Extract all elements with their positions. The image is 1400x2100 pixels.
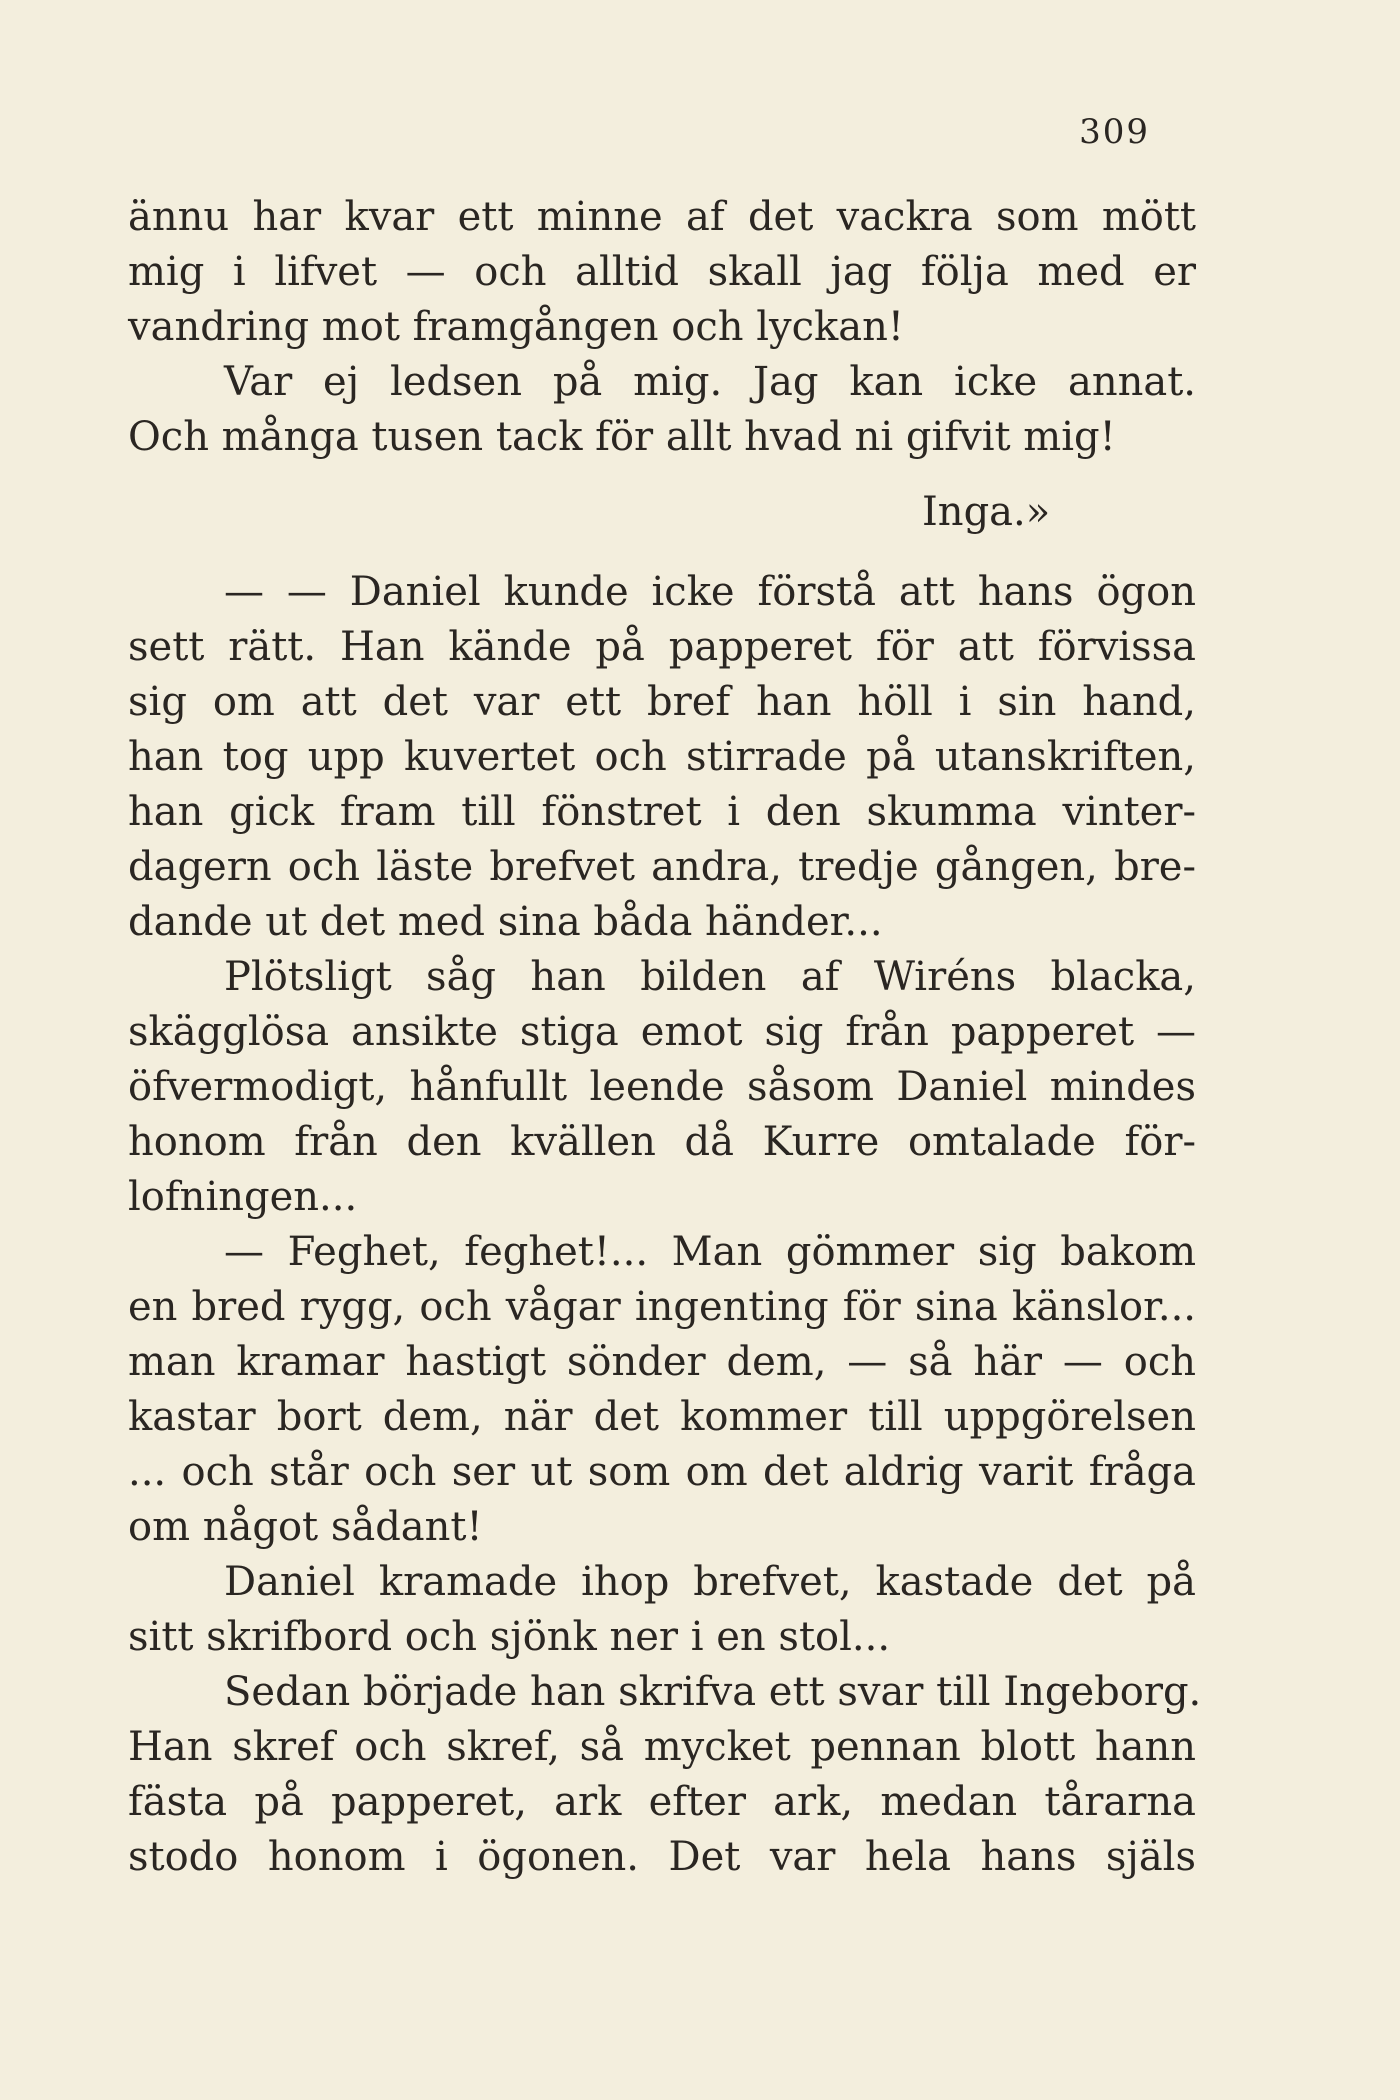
text-line: sitt skrifbord och sjönk ner i en stol... (128, 1614, 891, 1660)
text-line: om något sådant! (128, 1504, 483, 1550)
text-line: ännu har kvar ett minne af det vackra som mött (128, 194, 1196, 240)
text-line: — — Daniel kunde icke förstå att hans ögon (224, 569, 1196, 615)
narrative-text-block (128, 565, 1202, 1885)
text-line: ... och står och ser ut som om det aldrig varit fråga (128, 1449, 1196, 1495)
text-line: öfvermodigt, hånfullt leende såsom Daniel mindes (128, 1064, 1196, 1110)
text-line: Och många tusen tack för allt hvad ni gifvit mig! (128, 414, 1116, 460)
text-line: stodo honom i ögonen. Det var hela hans själs (128, 1834, 1196, 1880)
text-line: Daniel kramade ihop brefvet, kastade det på (224, 1559, 1196, 1605)
text-line: fästa på papperet, ark efter ark, medan tårarna (128, 1779, 1196, 1825)
text-line: — Feghet, feghet!... Man gömmer sig bakom (224, 1229, 1196, 1275)
text-line: vandring mot framgången och lyckan! (128, 304, 904, 350)
text-line: kastar bort dem, när det kommer till uppgörelsen (128, 1394, 1196, 1440)
text-line: Var ej ledsen på mig. Jag kan icke annat. (224, 359, 1196, 405)
text-line: han tog upp kuvertet och stirrade på utanskriften, (128, 734, 1196, 780)
text-line: Plötsligt såg han bilden af Wiréns blacka, (224, 954, 1196, 1000)
text-line: dagern och läste brefvet andra, tredje gången, bre- (128, 844, 1196, 890)
text-line: han gick fram till fönstret i den skumma vinter- (128, 789, 1196, 835)
page-number: 309 (1079, 112, 1150, 152)
text-line: skägglösa ansikte stiga emot sig från papperet — (128, 1009, 1196, 1055)
text-line: dande ut det med sina båda händer... (128, 899, 883, 945)
letter-text-block (128, 190, 1196, 465)
text-line: sett rätt. Han kände på papperet för att förvissa (128, 624, 1196, 670)
text-line: lofningen... (128, 1174, 358, 1220)
text-line: mig i lifvet — och alltid skall jag följa med er (128, 249, 1196, 295)
text-line: man kramar hastigt sönder dem, — så här — och (128, 1339, 1196, 1385)
text-line: Sedan började han skrifva ett svar till Ingeborg. (224, 1669, 1202, 1715)
text-line: en bred rygg, och vågar ingenting för sina känslor... (128, 1284, 1196, 1330)
text-line: honom från den kvällen då Kurre omtalade för- (128, 1119, 1196, 1165)
text-line: sig om att det var ett bref han höll i sin hand, (128, 679, 1196, 725)
letter-signature: Inga.» (922, 489, 1051, 535)
text-line: Han skref och skref, så mycket pennan blott hann (128, 1724, 1196, 1770)
